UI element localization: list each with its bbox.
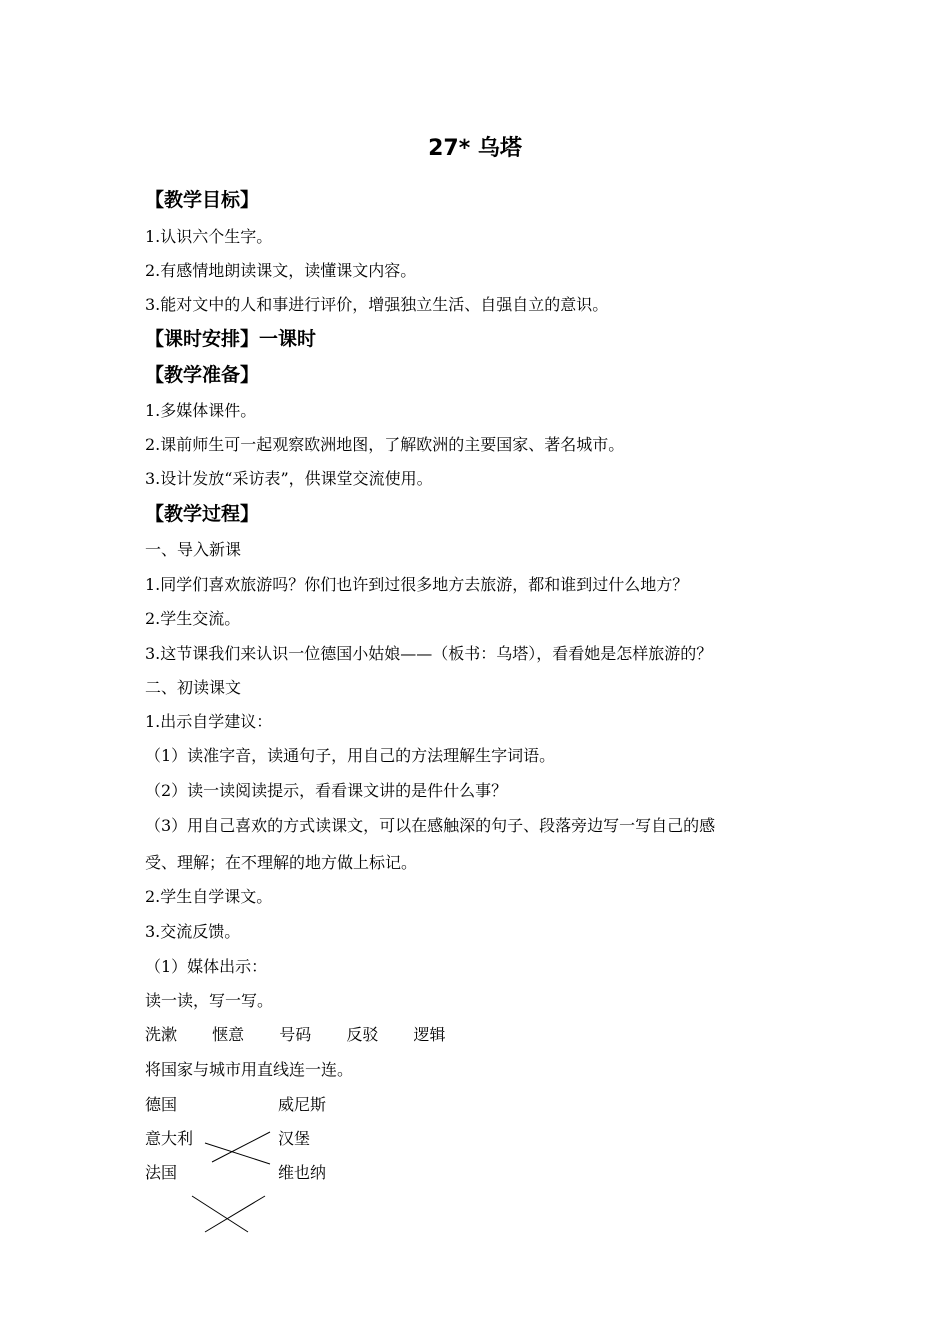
prep-line-2: 2.课前师生可一起观察欧洲地图，了解欧洲的主要国家、著名城市。: [145, 435, 625, 454]
process-heading: 【教学过程】: [145, 503, 260, 525]
connect-instruction: 将国家与城市用直线连一连。: [145, 1060, 354, 1079]
part2-line-3: （2）读一读阅读提示，看看课文讲的是件什么事？: [145, 781, 508, 800]
country-label: 德国: [145, 1095, 178, 1114]
part1-line-2: 2.学生交流。: [145, 609, 241, 628]
part2-line-2: （1）读准字音，读通句子，用自己的方法理解生字词语。: [145, 746, 556, 765]
city-label: 维也纳: [278, 1163, 327, 1182]
vocab-word: 惬意: [212, 1025, 245, 1044]
prep-line-3: 3.设计发放“采访表”，供课堂交流使用。: [145, 469, 433, 488]
vocab-word: 逻辑: [413, 1025, 446, 1044]
country-label: 法国: [145, 1163, 178, 1182]
part1-line-3: 3.这节课我们来认识一位德国小姑娘——（板书：乌塔），看看她是怎样旅游的？: [145, 644, 713, 663]
part2-line-9: 读一读，写一写。: [145, 991, 274, 1010]
vocab-word: 反驳: [346, 1025, 379, 1044]
goal-line-3: 3.能对文中的人和事进行评价，增强独立生活、自强自立的意识。: [145, 295, 609, 314]
prep-heading: 【教学准备】: [145, 364, 260, 386]
city-label: 威尼斯: [278, 1095, 327, 1114]
vocab-word: 号码: [279, 1025, 312, 1044]
part2-line-8: （1）媒体出示：: [145, 957, 268, 976]
page-title: 27* 乌塔: [428, 136, 522, 161]
connector-line: [212, 1132, 270, 1162]
part1-heading: 一、导入新课: [145, 540, 242, 559]
part2-heading: 二、初读课文: [145, 678, 242, 697]
part2-line-1: 1.出示自学建议：: [145, 712, 273, 731]
part2-line-5: 受、理解；在不理解的地方做上标记。: [145, 853, 418, 872]
part2-line-6: 2.学生自学课文。: [145, 887, 273, 906]
goals-heading: 【教学目标】: [145, 189, 260, 211]
part2-line-7: 3.交流反馈。: [145, 922, 241, 941]
goal-line-2: 2.有感情地朗读课文，读懂课文内容。: [145, 261, 417, 280]
connector-line: [205, 1196, 265, 1232]
prep-line-1: 1.多媒体课件。: [145, 401, 257, 420]
schedule-heading: 【课时安排】一课时: [145, 328, 317, 350]
city-label: 汉堡: [278, 1129, 311, 1148]
connector-line: [192, 1196, 248, 1232]
goal-line-1: 1.认识六个生字。: [145, 227, 273, 246]
country-label: 意大利: [145, 1129, 194, 1148]
part2-line-4: （3）用自己喜欢的方式读课文，可以在感触深的句子、段落旁边写一写自己的感: [145, 816, 716, 835]
part1-line-1: 1.同学们喜欢旅游吗？你们也许到过很多地方去旅游，都和谁到过什么地方？: [145, 575, 689, 594]
vocab-word: 洗漱: [145, 1025, 178, 1044]
